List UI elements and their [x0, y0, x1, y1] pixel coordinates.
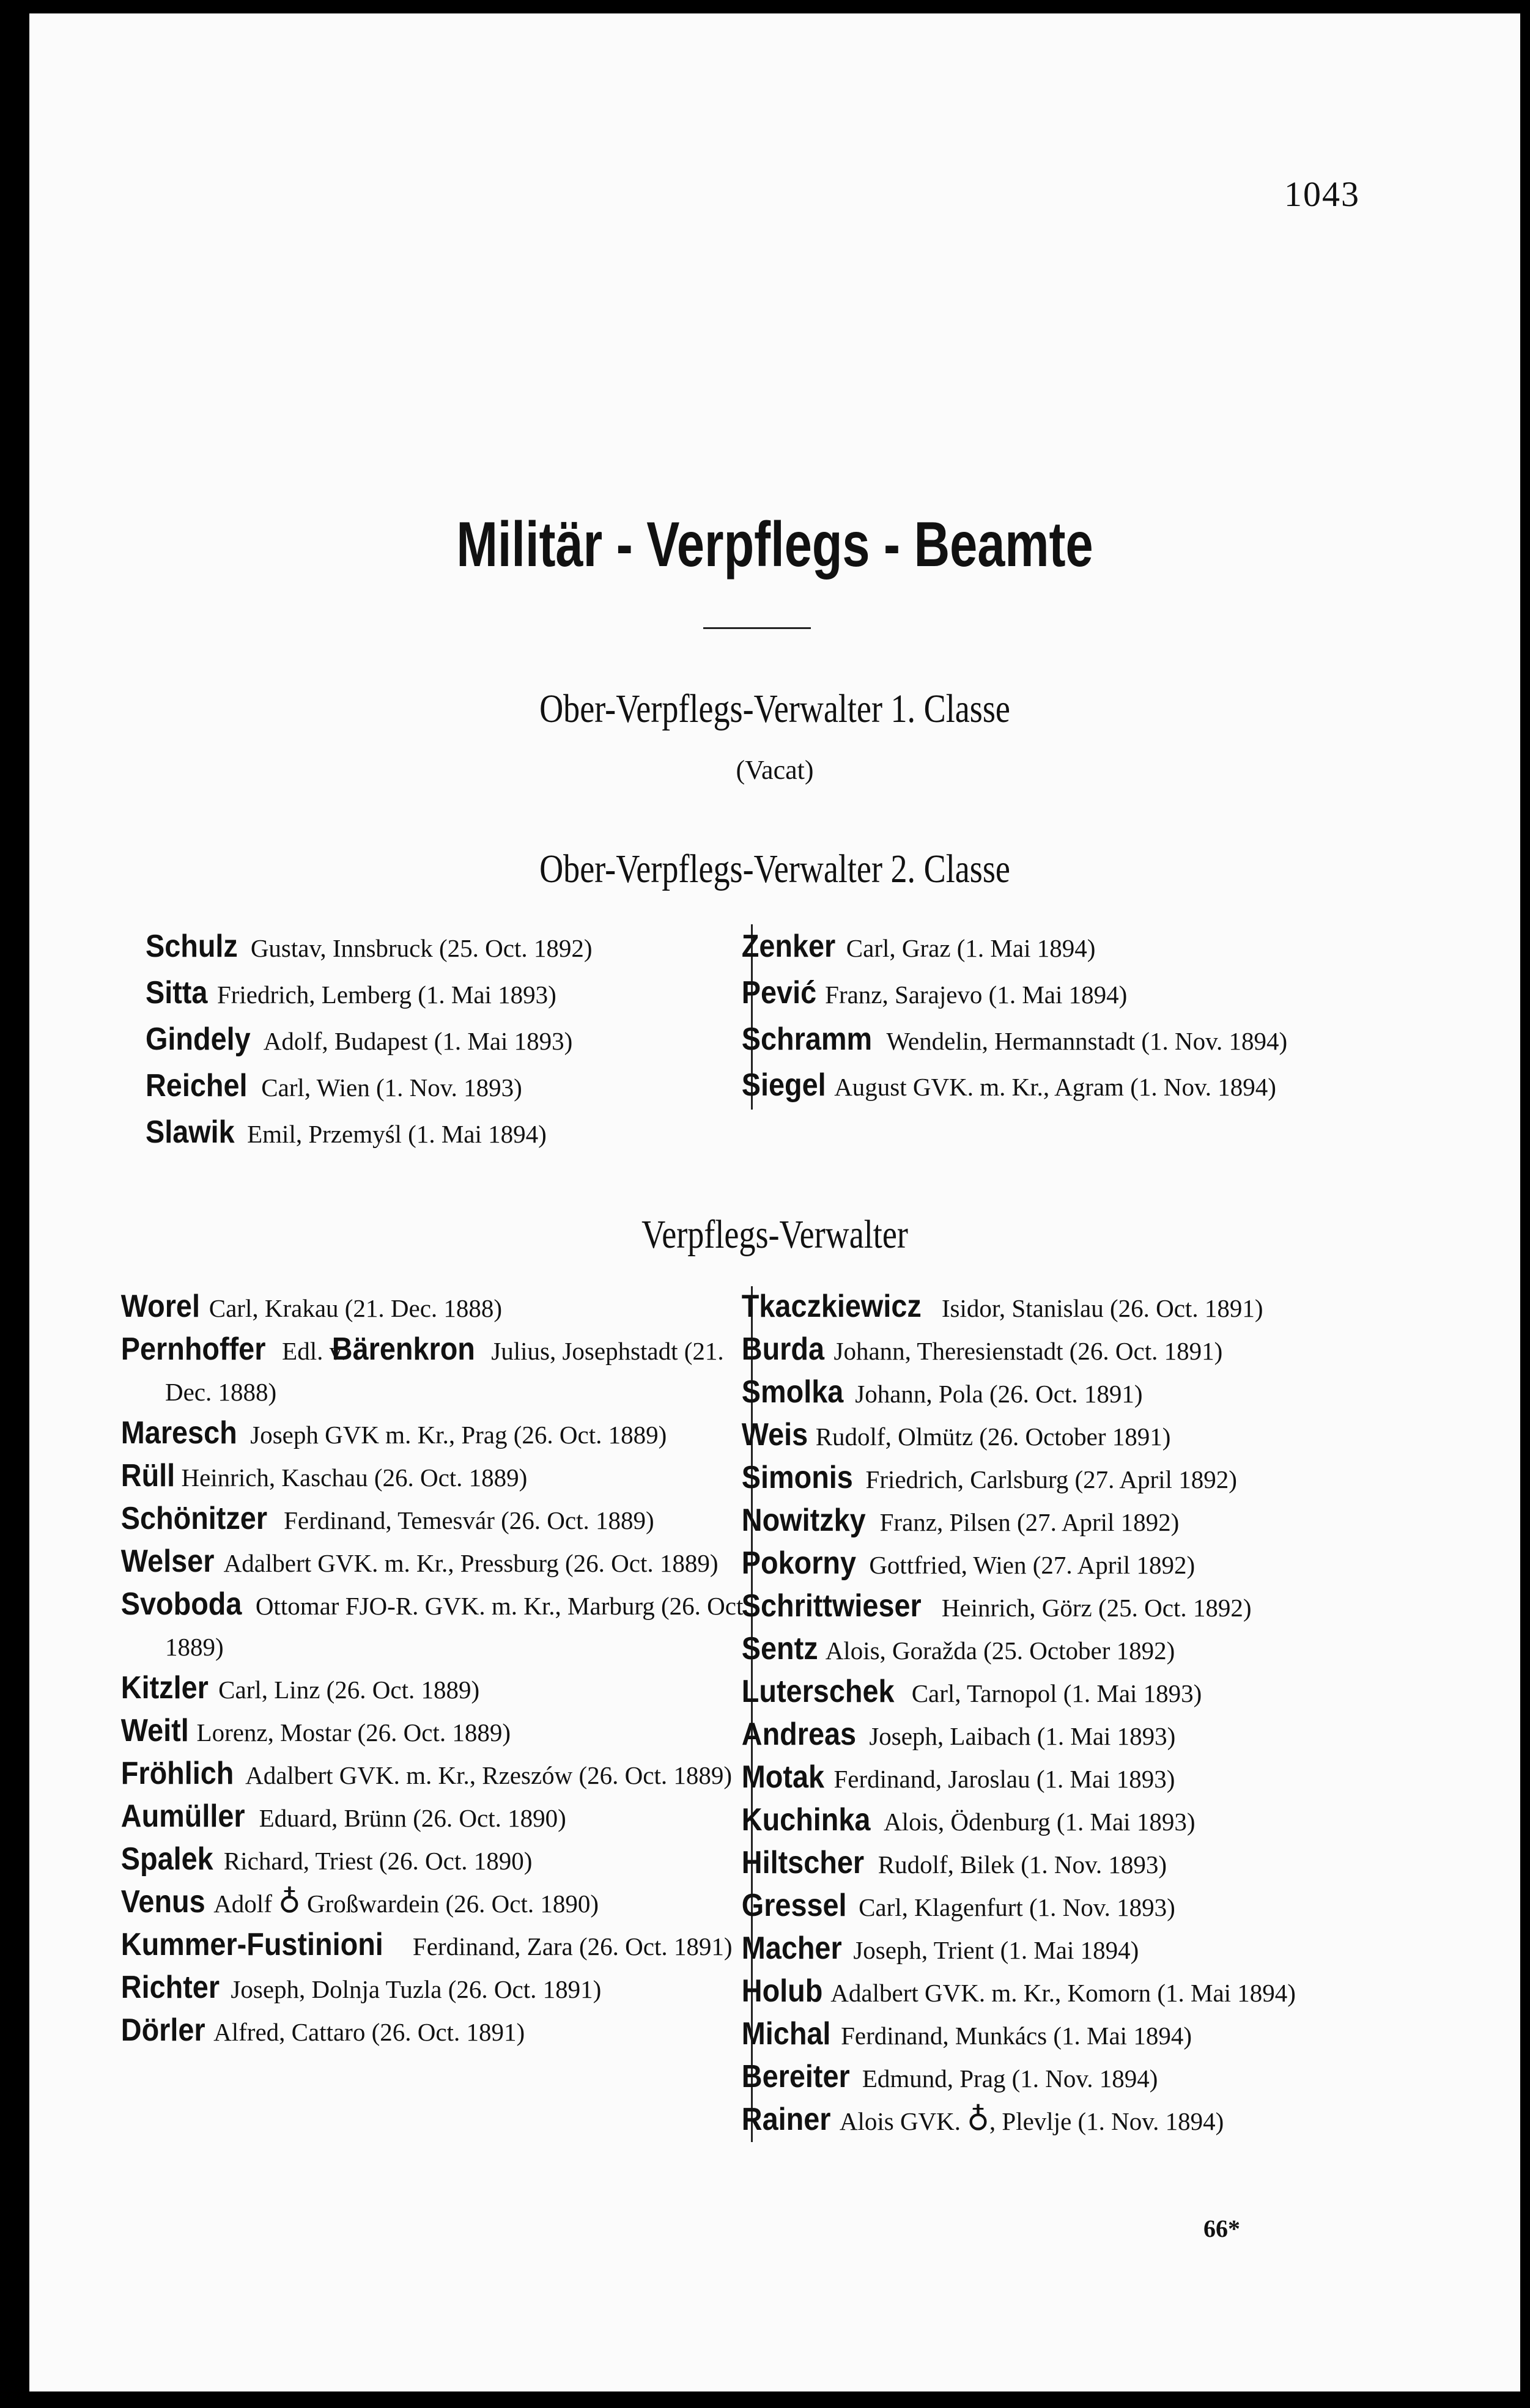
surname: Sentz: [741, 1631, 818, 1666]
surname: Maresch: [120, 1415, 237, 1451]
entry-details: Carl, Krakau (21. Dec. 1888): [209, 1294, 503, 1322]
class2-right-column: [741, 924, 1386, 1110]
list-item: [146, 1017, 763, 1064]
entry-details: Johann, Pola (26. Oct. 1891): [855, 1380, 1143, 1408]
list-item: [741, 1671, 1374, 1714]
entry-details: Edmund, Prag (1. Nov. 1894): [862, 2064, 1158, 2093]
verwalter-left-column: [120, 1286, 756, 2053]
list-item: [741, 2014, 1374, 2056]
surname: Kitzler: [120, 1670, 209, 1706]
surname: Svoboda: [120, 1586, 242, 1622]
entry-details: Johann, Theresienstadt (26. Oct. 1891): [833, 1337, 1223, 1365]
title-divider: [703, 627, 811, 629]
entry-details: Adalbert GVK. m. Kr., Komorn (1. Mai 1894): [830, 1979, 1296, 2007]
surname: Weis: [741, 1417, 808, 1453]
list-item: [741, 1286, 1374, 1329]
surname: Dörler: [120, 2012, 205, 2048]
list-item: [741, 1629, 1374, 1671]
list-item: [741, 2099, 1374, 2142]
surname: Venus: [120, 1884, 205, 1920]
entry-details: Franz, Sarajevo (1. Mai 1894): [825, 981, 1128, 1009]
entry-details: Adalbert GVK. m. Kr., Pressburg (26. Oct. 1889): [223, 1549, 719, 1577]
surname: Kummer-Fustinioni: [120, 1927, 383, 1962]
surname-second: Bärenkron: [331, 1331, 475, 1367]
surname: Aumüller: [120, 1799, 245, 1834]
entry-details: Lorenz, Mostar (26. Oct. 1889): [196, 1718, 511, 1747]
entry-details-second: , Plevlje (1. Nov. 1894): [989, 2107, 1224, 2135]
surname: Welser: [120, 1544, 215, 1579]
surname: Slawik: [146, 1114, 235, 1150]
entry-details: August GVK. m. Kr., Agram (1. Nov. 1894): [834, 1073, 1276, 1101]
surname: Schrittwieser: [741, 1588, 922, 1624]
surname: Smolka: [741, 1374, 844, 1410]
class2-left-column: [146, 924, 763, 1157]
entry-details: Emil, Przemyśl (1. Mai 1894): [247, 1120, 547, 1148]
surname: Motak: [741, 1759, 825, 1795]
surname: Rainer: [741, 2102, 831, 2137]
list-item: [120, 1329, 756, 1413]
list-item: [741, 1928, 1374, 1971]
surname: Tkaczkiewicz: [741, 1289, 922, 1324]
surname: Burda: [741, 1331, 825, 1367]
list-item: [741, 1586, 1374, 1629]
list-item: [120, 1796, 756, 1839]
list-item: [741, 1800, 1374, 1843]
verwalter-right-column: [741, 1286, 1374, 2142]
entry-details: Ferdinand, Temesvár (26. Oct. 1889): [284, 1506, 654, 1534]
list-item: [120, 1541, 756, 1584]
order-symbol-icon: ♁: [278, 1884, 301, 1920]
entry-details: Alois, Ödenburg (1. Mai 1893): [884, 1808, 1196, 1836]
surname: Nowitzky: [741, 1503, 866, 1538]
surname: Michal: [741, 2016, 831, 2052]
surname: Fröhlich: [120, 1756, 234, 1791]
list-item: [741, 1457, 1374, 1500]
surname: Simonis: [741, 1460, 853, 1495]
surname: Pokorny: [741, 1545, 857, 1581]
list-item: [120, 1498, 756, 1541]
entry-details: Friedrich, Carlsburg (27. April 1892): [865, 1465, 1237, 1493]
surname: Gindely: [146, 1022, 251, 1057]
surname: Schramm: [741, 1022, 873, 1057]
list-item: [741, 2056, 1374, 2099]
list-item: [120, 1839, 756, 1882]
vacat-note: (Vacat): [736, 755, 814, 785]
list-item: [741, 1372, 1374, 1415]
list-item: [146, 924, 763, 971]
list-item: [146, 1110, 763, 1157]
list-item: [741, 924, 1386, 971]
entry-details: Adalbert GVK. m. Kr., Rzeszów (26. Oct. 1889): [245, 1761, 733, 1789]
list-item: [120, 1967, 756, 2010]
surname: Gressel: [741, 1888, 847, 1923]
entry-details: Carl, Tarnopol (1. Mai 1893): [911, 1679, 1202, 1707]
entry-details-second: Großwardein (26. Oct. 1890): [306, 1890, 599, 1918]
entry-details: Joseph, Laibach (1. Mai 1893): [869, 1722, 1176, 1750]
list-item: [120, 2010, 756, 2053]
sheet-signature: 66*: [1203, 2215, 1240, 2242]
entry-details: Alois, Goražda (25. October 1892): [825, 1637, 1175, 1665]
entry-details: Friedrich, Lemberg (1. Mai 1893): [216, 981, 556, 1009]
page-number: 1043: [1284, 174, 1360, 214]
entry-details-second: Julius, Josephstadt (21. Dec. 1888): [165, 1337, 724, 1406]
surname: Pernhoffer: [120, 1331, 266, 1367]
surname: Rüll: [120, 1458, 176, 1493]
surname: Weitl: [120, 1713, 189, 1748]
entry-details: Joseph, Trient (1. Mai 1894): [853, 1936, 1139, 1964]
entry-details: Ferdinand, Munkács (1. Mai 1894): [841, 2022, 1192, 2050]
entry-details: Joseph, Dolnja Tuzla (26. Oct. 1891): [231, 1975, 602, 2003]
entry-details: Isidor, Stanislau (26. Oct. 1891): [941, 1294, 1263, 1322]
list-item: [120, 1924, 756, 1967]
list-item: [741, 1415, 1374, 1457]
entry-details: Gottfried, Wien (27. April 1892): [869, 1551, 1196, 1579]
surname: Spalek: [120, 1841, 213, 1877]
surname: Reichel: [146, 1068, 248, 1103]
surname: Zenker: [741, 929, 836, 964]
list-item: [120, 1710, 756, 1753]
list-item: [120, 1584, 756, 1668]
surname: Hiltscher: [741, 1845, 865, 1880]
entry-details: Heinrich, Kaschau (26. Oct. 1889): [181, 1464, 528, 1492]
entry-details: Rudolf, Bilek (1. Nov. 1893): [878, 1850, 1167, 1879]
list-item: [120, 1753, 756, 1796]
entry-details: Joseph GVK m. Kr., Prag (26. Oct. 1889): [250, 1421, 667, 1449]
entry-details: Rudolf, Olmütz (26. October 1891): [815, 1423, 1171, 1451]
entry-details: Ferdinand, Jaroslau (1. Mai 1893): [833, 1765, 1175, 1793]
list-item: [741, 971, 1386, 1017]
surname: Worel: [120, 1289, 200, 1324]
entry-details: Edl. v.: [282, 1337, 347, 1365]
list-item: [741, 1714, 1374, 1757]
list-item: [741, 1329, 1374, 1372]
surname: Sitta: [146, 975, 208, 1011]
list-item: [120, 1668, 756, 1710]
list-item: [146, 971, 763, 1017]
section-heading-class2: Ober-Verpflegs-Verwalter 2. Classe: [539, 847, 1010, 891]
surname: Andreas: [741, 1717, 857, 1752]
entry-details: Franz, Pilsen (27. April 1892): [879, 1508, 1180, 1536]
surname: Pević: [741, 975, 817, 1011]
page-title: Militär - Verpflegs - Beamte: [456, 509, 1093, 580]
order-symbol-icon: ♁: [967, 2102, 989, 2137]
section-heading-verwalter: Verpflegs-Verwalter: [641, 1212, 908, 1257]
surname: Schönitzer: [120, 1501, 268, 1536]
surname: Schulz: [146, 929, 238, 964]
list-item: [741, 1017, 1386, 1063]
surname: Bereiter: [741, 2059, 850, 2094]
entry-details: Richard, Triest (26. Oct. 1890): [223, 1847, 533, 1875]
list-item: [120, 1456, 756, 1498]
entry-details: Eduard, Brünn (26. Oct. 1890): [259, 1804, 566, 1832]
entry-details: Adolf: [213, 1890, 272, 1918]
entry-details: Alfred, Cattaro (26. Oct. 1891): [213, 2018, 525, 2046]
list-item: [741, 1843, 1374, 1885]
entry-details: Heinrich, Görz (25. Oct. 1892): [941, 1594, 1252, 1622]
entry-details: Carl, Graz (1. Mai 1894): [846, 934, 1096, 962]
surname: Macher: [741, 1931, 842, 1966]
entry-details: Carl, Linz (26. Oct. 1889): [218, 1676, 480, 1704]
list-item: [741, 1885, 1374, 1928]
list-item: [741, 1500, 1374, 1543]
entry-details: Ferdinand, Zara (26. Oct. 1891): [412, 1932, 733, 1961]
list-item: [120, 1413, 756, 1456]
entry-details: Adolf, Budapest (1. Mai 1893): [263, 1027, 573, 1055]
list-item: [741, 1063, 1386, 1110]
list-item: [120, 1882, 756, 1924]
entry-details: Carl, Klagenfurt (1. Nov. 1893): [859, 1893, 1175, 1921]
surname: Holub: [741, 1973, 823, 2009]
entry-details: Gustav, Innsbruck (25. Oct. 1892): [250, 934, 593, 962]
surname: Richter: [120, 1970, 220, 2005]
list-item: [146, 1064, 763, 1110]
list-item: [120, 1286, 756, 1329]
list-item: [741, 1757, 1374, 1800]
entry-details: Alois GVK.: [839, 2107, 961, 2135]
document-page: [29, 13, 1520, 2391]
entry-details: Ottomar FJO-R. GVK. m. Kr., Marburg (26. Oct. 1889): [165, 1592, 750, 1661]
surname: Luterschek: [741, 1674, 895, 1709]
entry-details: Carl, Wien (1. Nov. 1893): [261, 1073, 522, 1102]
surname: Kuchinka: [741, 1802, 871, 1838]
list-item: [741, 1971, 1374, 2014]
surname: Siegel: [741, 1067, 826, 1103]
list-item: [741, 1543, 1374, 1586]
section-heading-class1: Ober-Verpflegs-Verwalter 1. Classe: [539, 687, 1010, 731]
entry-details: Wendelin, Hermannstadt (1. Nov. 1894): [886, 1027, 1288, 1055]
